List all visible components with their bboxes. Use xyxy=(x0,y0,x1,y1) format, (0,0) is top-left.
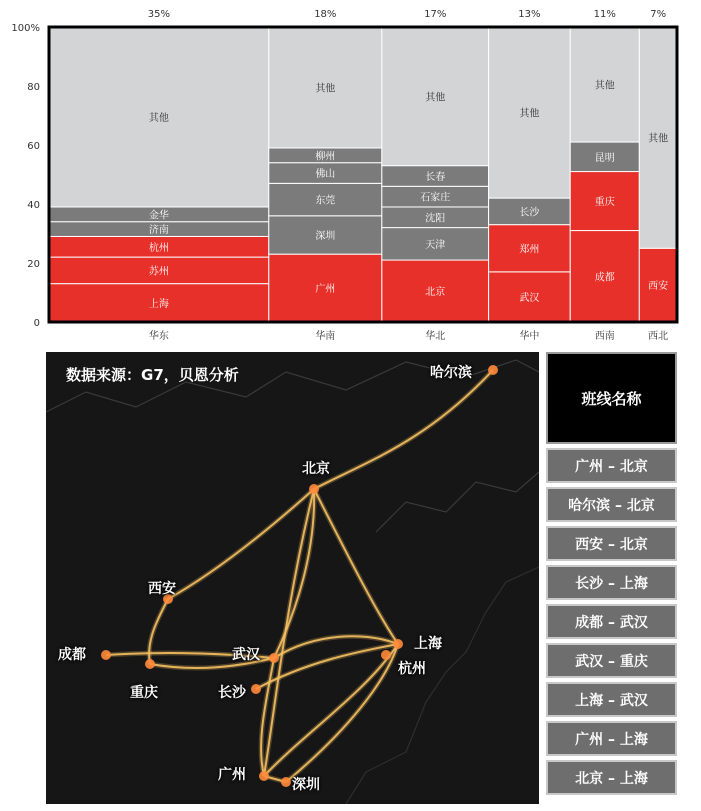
legend-item: 武汉 – 重庆 xyxy=(546,643,677,678)
city-hub xyxy=(488,365,498,375)
segment-label: 天津 xyxy=(425,239,446,251)
y-tick-label: 40 xyxy=(27,200,40,211)
segment-label: 北京 xyxy=(425,287,446,299)
segment-label: 杭州 xyxy=(148,242,169,254)
city-guangzhou: 广州 xyxy=(218,767,246,783)
column-share-label: 17% xyxy=(424,9,447,20)
legend-item: 成都 – 武汉 xyxy=(546,604,677,639)
segment-label: 郑州 xyxy=(519,244,540,256)
segment-label: 其他 xyxy=(425,92,446,104)
city-shanghai: 上海 xyxy=(414,636,442,652)
city-hub xyxy=(101,650,111,660)
city-chongqing: 重庆 xyxy=(130,685,158,701)
column-share-label: 18% xyxy=(314,9,337,20)
column-share-label: 7% xyxy=(650,9,667,20)
city-shenzhen: 深圳 xyxy=(292,777,320,793)
legend-item: 西安 – 北京 xyxy=(546,526,677,561)
segment-label: 其他 xyxy=(648,133,669,145)
legend-item: 哈尔滨 – 北京 xyxy=(546,487,677,522)
segment-label: 上海 xyxy=(148,298,169,310)
city-hub xyxy=(309,484,319,494)
segment-label: 其他 xyxy=(315,83,336,95)
city-wuhan: 武汉 xyxy=(232,647,260,663)
segment-label: 柳州 xyxy=(315,151,336,163)
route-line xyxy=(264,644,398,776)
city-beijing: 北京 xyxy=(302,461,330,477)
segment-label: 苏州 xyxy=(148,266,169,278)
city-hub xyxy=(393,639,403,649)
region-label: 华中 xyxy=(519,331,540,342)
segment-label: 深圳 xyxy=(315,230,336,242)
segment-label: 武汉 xyxy=(519,292,540,304)
city-chengdu: 成都 xyxy=(58,647,86,663)
city-harbin: 哈尔滨 xyxy=(430,365,472,381)
segment-label: 其他 xyxy=(148,112,169,124)
segment-label: 昆明 xyxy=(594,152,615,164)
city-hangzhou: 杭州 xyxy=(398,661,426,677)
segment-label: 佛山 xyxy=(315,169,336,181)
column-share-label: 11% xyxy=(593,9,616,20)
legend-item: 广州 – 北京 xyxy=(546,448,677,483)
city-hub xyxy=(381,650,391,660)
segment-label: 重庆 xyxy=(594,197,615,209)
city-xian: 西安 xyxy=(148,581,176,597)
city-changsha: 长沙 xyxy=(218,685,246,701)
segment-label: 长春 xyxy=(425,171,446,183)
legend-item: 北京 – 上海 xyxy=(546,760,677,795)
city-hub xyxy=(259,771,269,781)
y-tick-label: 100% xyxy=(11,23,40,34)
y-tick-label: 20 xyxy=(27,259,40,270)
segment-label: 广州 xyxy=(315,284,336,296)
data-source-label: 数据来源：G7，贝恩分析 xyxy=(66,366,239,384)
legend-item: 上海 – 武汉 xyxy=(546,682,677,717)
segment-label: 金华 xyxy=(148,210,169,222)
y-tick-label: 60 xyxy=(27,141,40,152)
legend-item: 长沙 – 上海 xyxy=(546,565,677,600)
column-share-label: 35% xyxy=(147,9,171,20)
region-label: 华东 xyxy=(148,331,169,342)
border-line xyxy=(376,472,539,532)
y-tick-label: 80 xyxy=(27,82,40,93)
segment-label: 其他 xyxy=(594,80,615,92)
segment-label: 西安 xyxy=(648,281,669,293)
route-network xyxy=(46,352,539,804)
segment-label: 东莞 xyxy=(315,195,336,207)
segment-label: 长沙 xyxy=(519,207,540,219)
segment-label: 石家庄 xyxy=(420,192,451,204)
legend-title: 班线名称 xyxy=(546,352,677,444)
city-hub xyxy=(251,684,261,694)
route-legend xyxy=(546,352,677,795)
city-hub xyxy=(281,777,291,787)
segment-label: 济南 xyxy=(148,225,169,237)
city-hub xyxy=(145,659,155,669)
region-label: 华南 xyxy=(315,331,336,342)
region-label: 西北 xyxy=(648,331,669,342)
segment-label: 沈阳 xyxy=(425,213,446,225)
column-share-label: 13% xyxy=(518,9,541,20)
y-tick-label: 0 xyxy=(33,318,40,329)
marimekko-chart xyxy=(0,0,701,350)
route-map xyxy=(46,352,539,804)
region-label: 西南 xyxy=(594,331,615,342)
region-label: 华北 xyxy=(425,331,446,342)
legend-item: 广州 – 上海 xyxy=(546,721,677,756)
segment-label: 成都 xyxy=(594,272,615,284)
segment-label: 其他 xyxy=(519,108,540,120)
city-hub xyxy=(269,653,279,663)
